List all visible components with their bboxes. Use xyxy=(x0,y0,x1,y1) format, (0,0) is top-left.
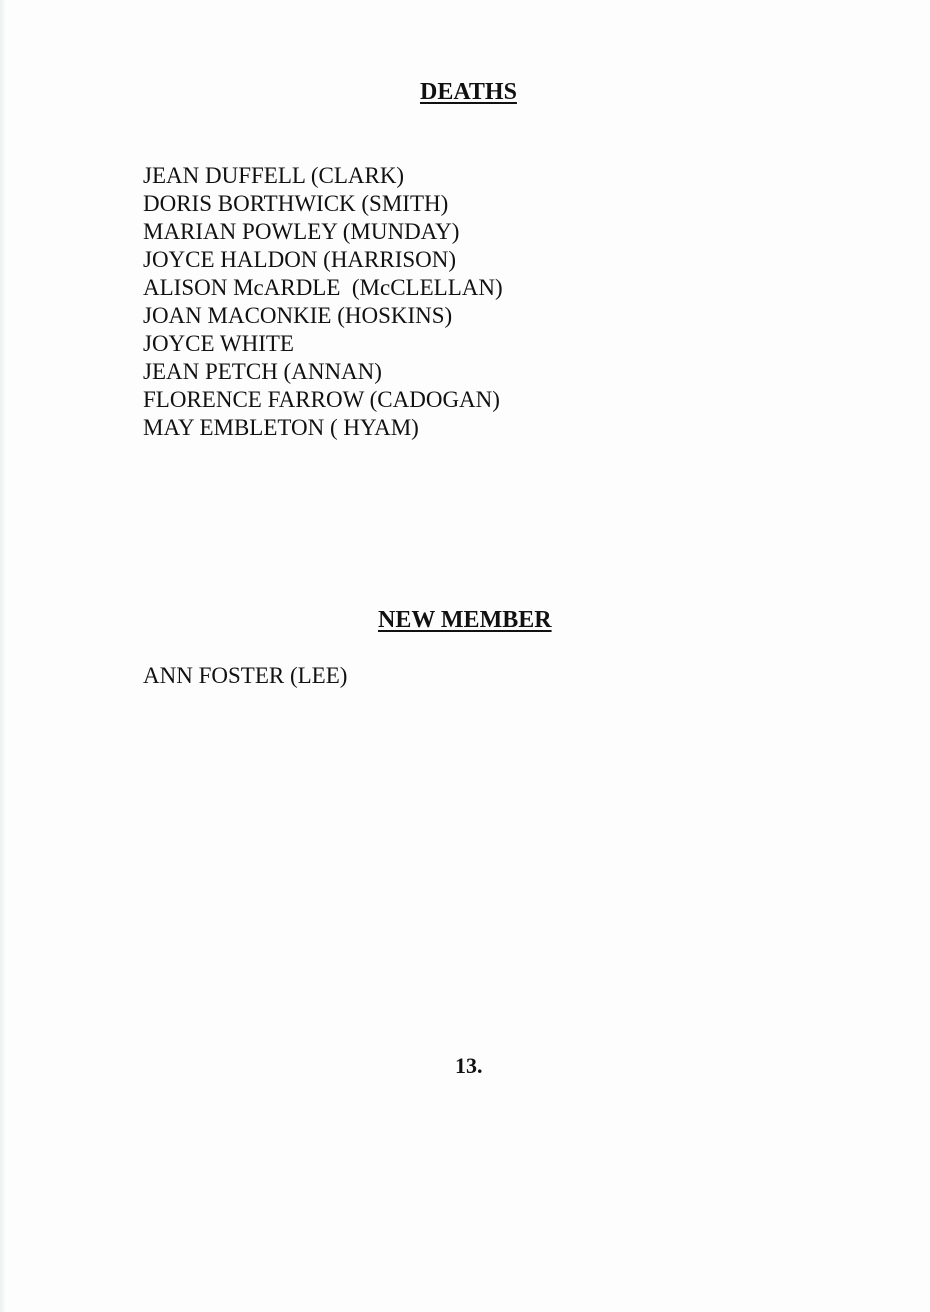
list-item: JOYCE WHITE xyxy=(143,331,294,356)
new-member-heading: NEW MEMBER xyxy=(378,607,552,633)
list-item: ANN FOSTER (LEE) xyxy=(143,663,348,688)
list-item: JEAN DUFFELL (CLARK) xyxy=(143,163,405,188)
list-item: FLORENCE FARROW (CADOGAN) xyxy=(143,387,500,412)
list-item: JOAN MACONKIE (HOSKINS) xyxy=(143,303,453,328)
list-item: JEAN PETCH (ANNAN) xyxy=(143,359,382,384)
list-item: MAY EMBLETON ( HYAM) xyxy=(143,415,419,440)
deaths-heading: DEATHS xyxy=(420,79,517,105)
list-item: DORIS BORTHWICK (SMITH) xyxy=(143,191,449,216)
deaths-list xyxy=(143,162,503,442)
scan-edge xyxy=(0,0,6,1312)
list-item: ALISON McARDLE (McCLELLAN) xyxy=(143,275,503,300)
list-item: JOYCE HALDON (HARRISON) xyxy=(143,247,457,272)
list-item: MARIAN POWLEY (MUNDAY) xyxy=(143,219,460,244)
page-number: 13. xyxy=(455,1053,483,1078)
new-member-list xyxy=(143,662,347,690)
